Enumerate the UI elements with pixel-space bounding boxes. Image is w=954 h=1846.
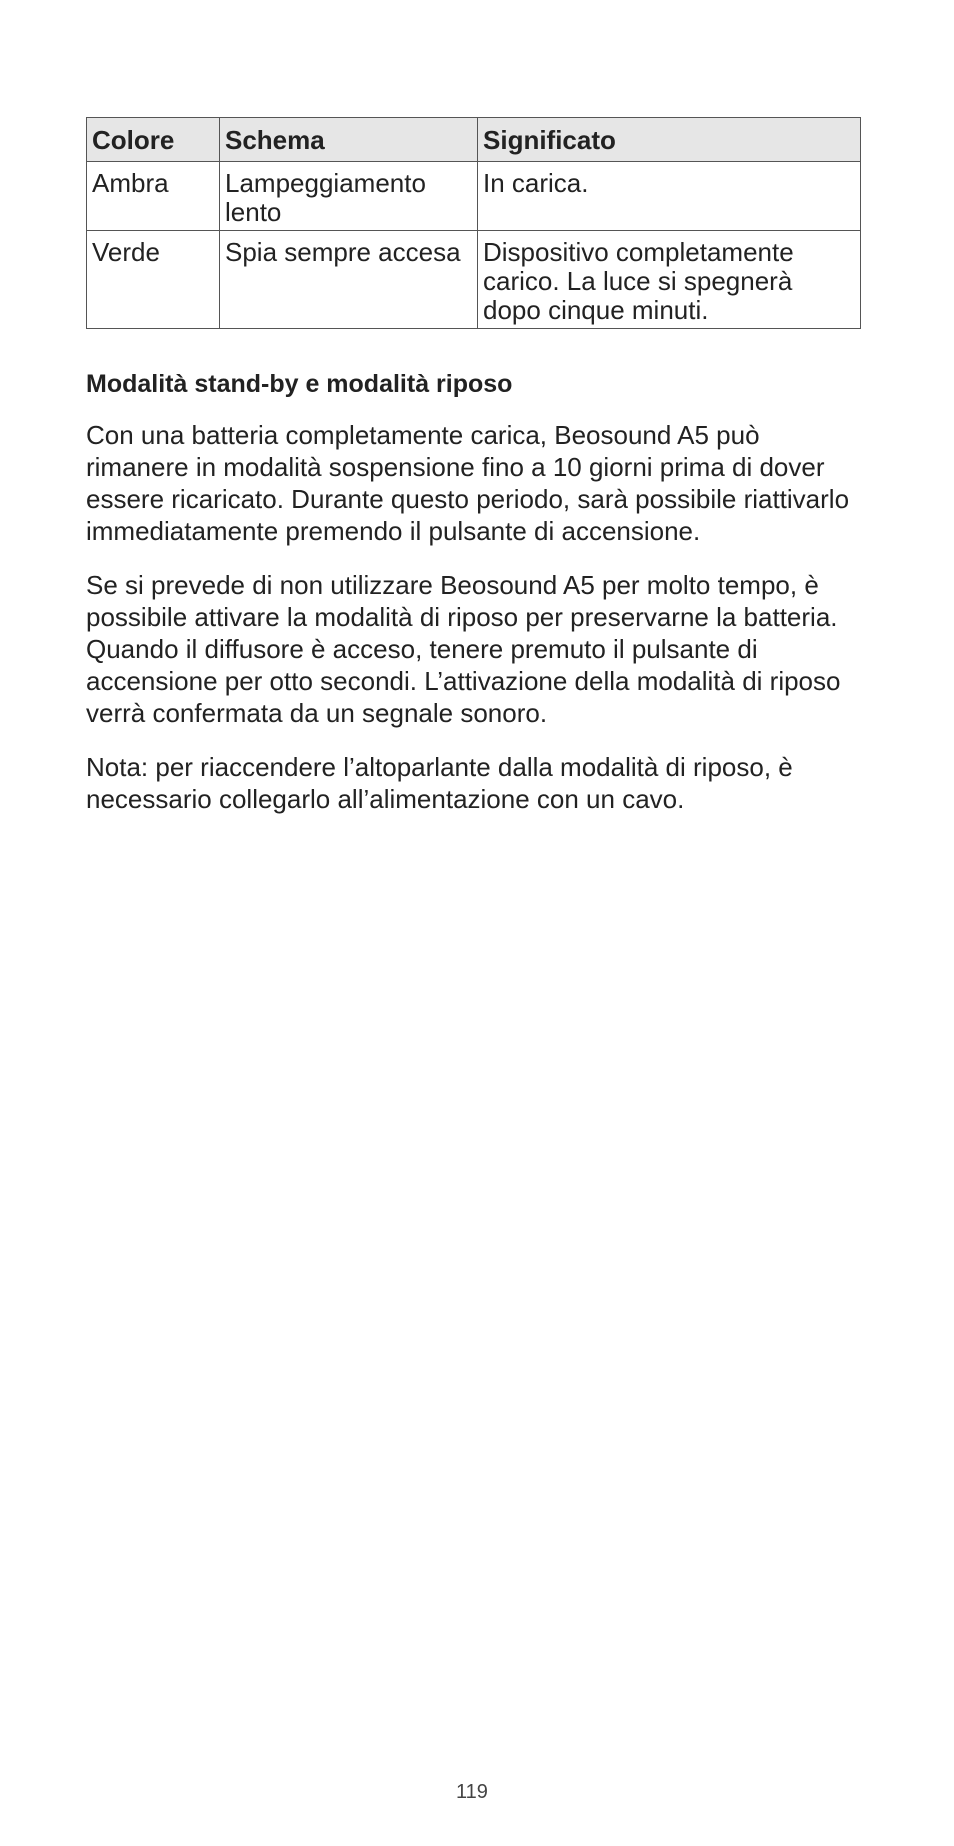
led-status-table: [86, 117, 861, 329]
column-header-pattern: Schema: [220, 118, 478, 162]
table-header-row: [87, 118, 861, 162]
column-header-meaning: Significato: [478, 118, 861, 162]
paragraph-rest-mode: Se si prevede di non utilizzare Beosound A5 per molto tempo, è possibile attivare la modalità di riposo per preservarne la batteria. Quando il diffusore è acceso, tenere premuto il pulsante di accensione per otto secondi. L’attivazione della modalità di riposo verrà confermata da un segnale sonoro.: [86, 570, 841, 728]
column-header-color: Colore: [87, 118, 220, 162]
paragraph-standby: Con una batteria completamente carica, Beosound A5 può rimanere in modalità sospensione fino a 10 giorni prima di dover essere ricaricato. Durante questo periodo, sarà possibile riattivarlo immediatamente premendo il pulsante di accensione.: [86, 420, 850, 546]
table-cell: Lampeggiamento lento: [220, 162, 478, 231]
table-row: [87, 231, 861, 329]
section-heading: Modalità stand-by e modalità riposo: [86, 370, 513, 398]
table-cell: Verde: [87, 231, 220, 329]
paragraph-note: Nota: per riaccendere l’altoparlante dalla modalità di riposo, è necessario collegarlo all’alimentazione con un cavo.: [86, 752, 793, 814]
table-cell: In carica.: [478, 162, 861, 231]
page-content: [86, 117, 860, 815]
table-cell: Spia sempre accesa: [220, 231, 478, 329]
page-number: 119: [456, 1781, 488, 1803]
table-row: [87, 162, 861, 231]
table-cell: Ambra: [87, 162, 220, 231]
table-cell: Dispositivo completamente carico. La luce si spegnerà dopo cinque minuti.: [478, 231, 861, 329]
